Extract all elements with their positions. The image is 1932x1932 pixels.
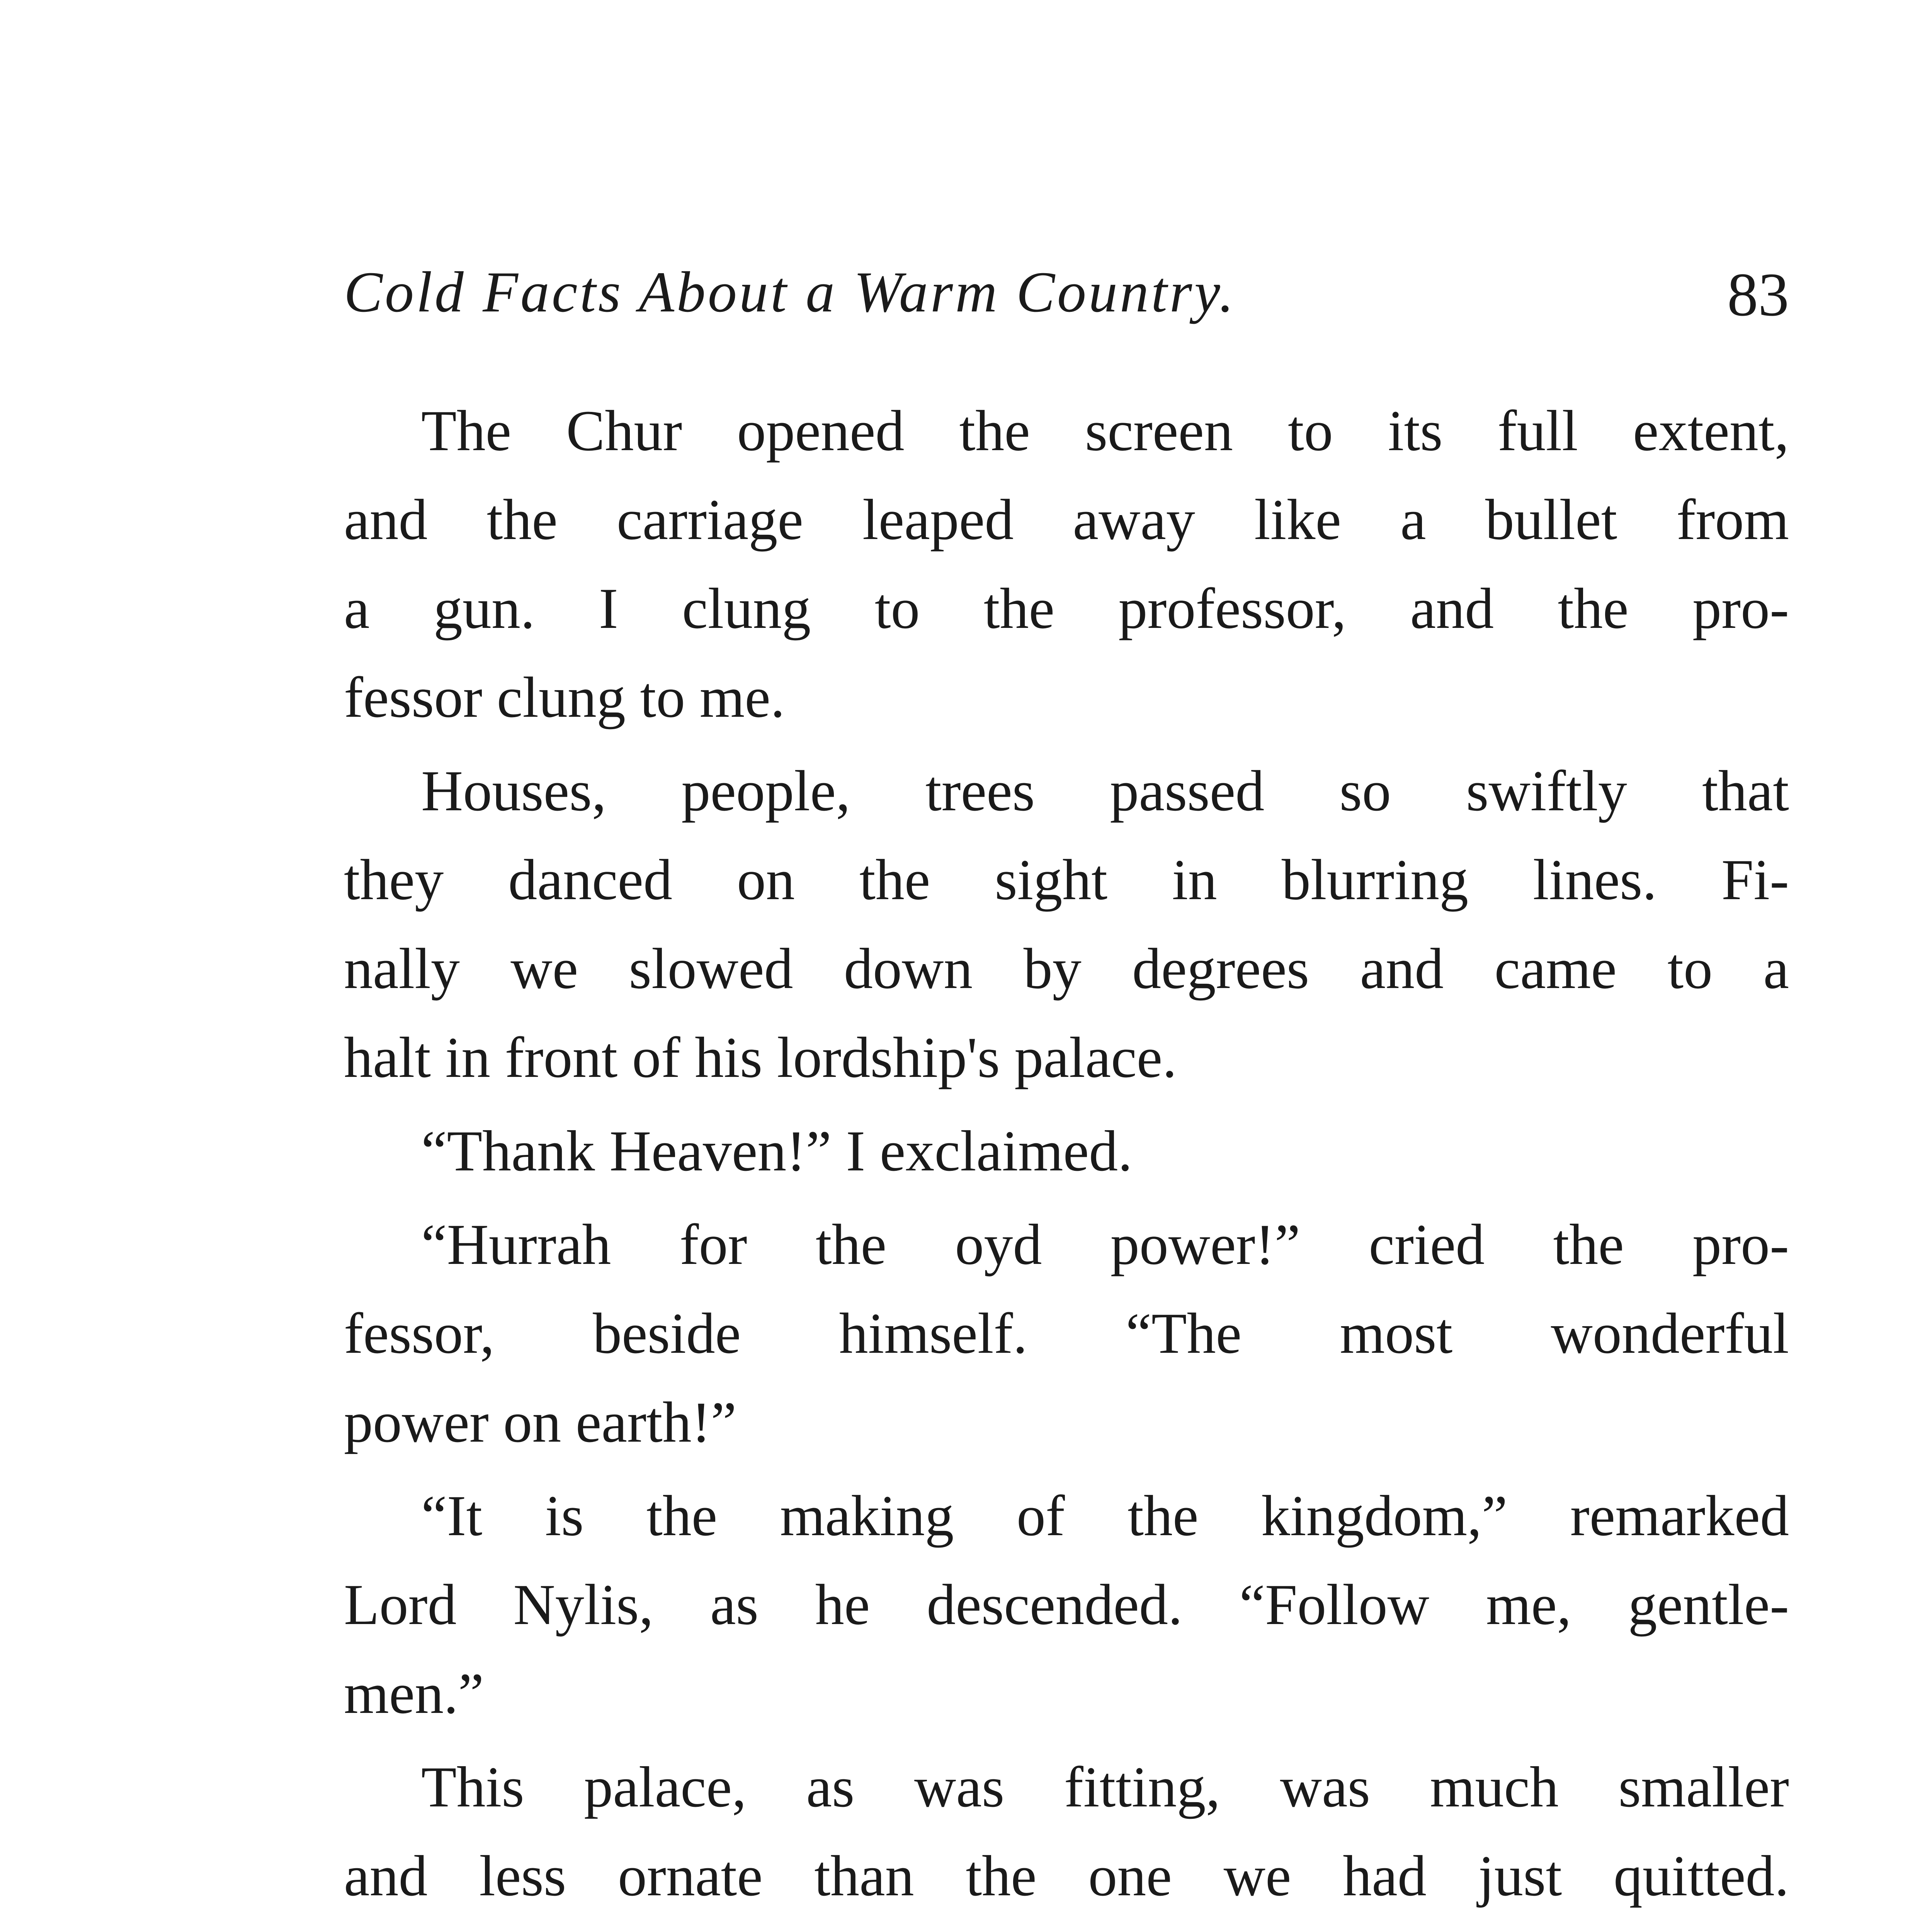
paragraph xyxy=(344,1200,1789,1467)
text-line: “Thank Heaven!” I exclaimed. xyxy=(421,1119,1133,1183)
running-head: Cold Facts About a Warm Country. xyxy=(344,260,1236,324)
text-line xyxy=(344,1920,1789,1932)
text-line: This palace, as was fitting, was much smaller xyxy=(421,1755,1789,1819)
text-line: “Hurrah for the oyd power!” cried the pro- xyxy=(421,1213,1789,1277)
text-line: power on earth!” xyxy=(344,1390,737,1454)
page-number: 83 xyxy=(1727,260,1789,329)
body-text xyxy=(344,386,1789,1932)
text-line: fessor clung to me. xyxy=(344,665,785,730)
text-line: and less ornate than the one we had just quitted. xyxy=(344,1844,1789,1908)
text-line: Lord Nylis, as he descended. “Follow me, gentle- xyxy=(344,1573,1789,1637)
paragraph xyxy=(344,1107,1789,1196)
text-line: “It is the making of the kingdom,” remarked xyxy=(421,1484,1789,1548)
paragraph xyxy=(344,747,1789,1102)
text-line: they danced on the sight in blurring lines. Fi- xyxy=(344,848,1789,912)
text-line: a gun. I clung to the professor, and the pro- xyxy=(344,577,1789,641)
text-line: The Chur opened the screen to its full extent, xyxy=(421,399,1789,463)
page-header xyxy=(344,247,1789,348)
text-line: halt in front of his lordship's palace. xyxy=(344,1026,1177,1090)
paragraph xyxy=(344,386,1789,742)
text-line: men.” xyxy=(344,1662,484,1726)
paragraph xyxy=(344,1471,1789,1738)
text-line: Houses, people, trees passed so swiftly that xyxy=(421,759,1789,823)
text-line: fessor, beside himself. “The most wonderful xyxy=(344,1301,1789,1366)
paragraph xyxy=(344,1743,1789,1932)
text-line: and the carriage leaped away like a bullet from xyxy=(344,488,1789,552)
text-line: nally we slowed down by degrees and came to a xyxy=(344,937,1789,1001)
